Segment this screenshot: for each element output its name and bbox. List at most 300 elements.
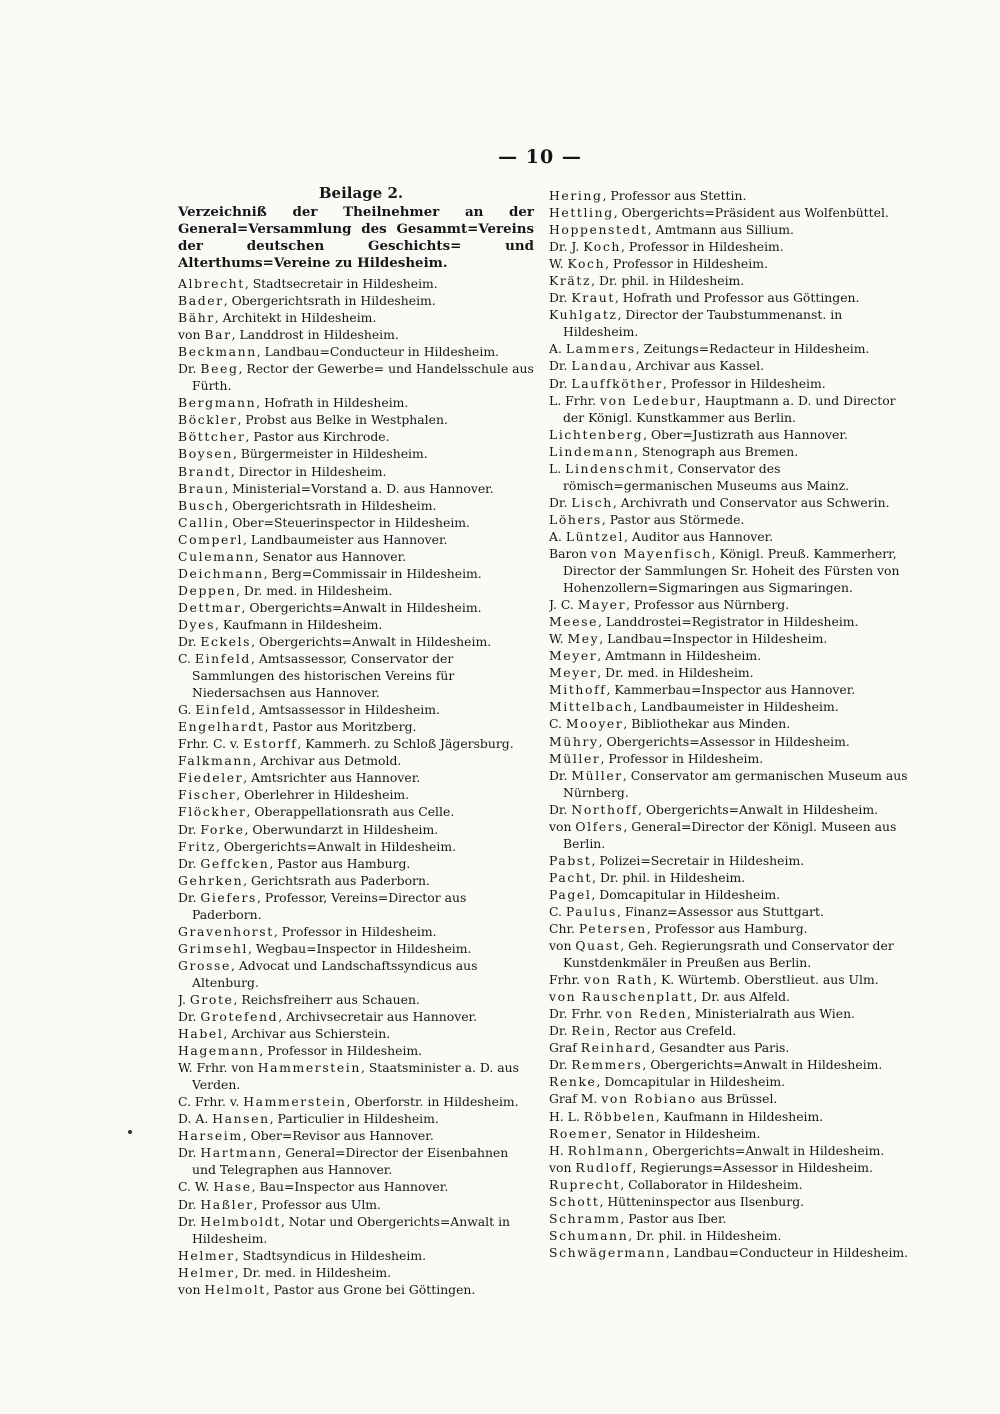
participant-name: Meese (549, 614, 599, 630)
participant-name: Northoff (571, 801, 638, 817)
entry-details: , Archivrath und Conservator aus Schwerin. (612, 494, 890, 510)
participant-entry (178, 735, 534, 752)
entry-details: , Königl. Preuß. Kammerherr, Director der Sammlungen Sr. Hoheit des Fürsten von Hohenzollern=Sigmaringen aus Sigmaringen. (563, 545, 900, 596)
participant-entry (178, 1264, 534, 1281)
participant-entry (549, 1108, 911, 1125)
appendix-heading: Beilage 2. (318, 184, 404, 202)
participant-entry (549, 1142, 911, 1159)
participant-name: Helmer (178, 1264, 235, 1280)
participant-entry (549, 289, 911, 306)
entry-details: , Ministerialrath aus Wien. (687, 1006, 855, 1022)
entry-prefix: Dr. Frhr. (549, 1006, 607, 1022)
participant-entry (549, 818, 911, 852)
entry-prefix: J. (178, 991, 190, 1007)
participant-entry (178, 292, 534, 309)
participant-name: Mithoff (549, 682, 607, 698)
participant-name: Giefers (200, 889, 257, 905)
participant-name: Lindemann (549, 443, 634, 459)
participant-name: Gehrken (178, 872, 244, 888)
participant-name: Löhers (549, 511, 602, 527)
participant-name: Mayer (577, 597, 627, 613)
participant-name: Röbbelen (583, 1108, 656, 1124)
participant-entry (178, 445, 534, 462)
entry-details: , Domcapitular in Hildesheim. (596, 1074, 786, 1090)
participant-entry (549, 443, 911, 460)
entry-details: , Pastor aus Moritzberg. (264, 719, 417, 735)
entry-details: , Kammerh. zu Schloß Jägersburg. (297, 736, 514, 752)
entry-details: , Landbaumeister in Hildesheim. (633, 699, 839, 715)
entry-details: , Hofrath und Professor aus Göttingen. (614, 290, 860, 306)
page-number: — 10 — (498, 146, 582, 168)
participant-entry (549, 869, 911, 886)
entry-prefix: Dr. (178, 633, 201, 649)
entry-prefix: C. (549, 716, 566, 732)
entry-details: , Auditor aus Hannover. (624, 528, 774, 544)
participant-entry (178, 497, 534, 514)
participant-entry (549, 375, 911, 392)
participant-name: Einfeld (194, 651, 251, 667)
participant-entry (549, 1039, 911, 1056)
participant-entry (549, 1193, 911, 1210)
entry-details: , Dr. med. in Hildesheim. (597, 665, 754, 681)
participant-name: Mey (567, 631, 600, 647)
entry-details: , Kammerbau=Inspector aus Hannover. (606, 682, 856, 698)
participant-entry (178, 991, 534, 1008)
participant-entry (178, 1178, 534, 1195)
participant-name: Schwägermann (549, 1244, 666, 1260)
participant-name: Boysen (178, 446, 233, 462)
participant-name: Estorff (243, 736, 298, 752)
participant-name: Quast (575, 938, 621, 954)
participant-name: Grosse (178, 957, 231, 973)
entry-prefix: von (178, 1281, 205, 1297)
entry-details: , Staatsminister a. D. aus Verden. (192, 1060, 519, 1093)
entry-details: , Oberwundarzt in Hildesheim. (244, 821, 439, 837)
entry-prefix: Dr. (549, 767, 572, 783)
entry-prefix: H. L. (549, 1108, 584, 1124)
entry-details: , Ministerial=Vorstand a. D. aus Hannover. (224, 480, 494, 496)
entry-details: , Obergerichts=Präsident aus Wolfenbüttel. (613, 205, 889, 221)
participant-entry (549, 596, 911, 613)
entry-details: , Probst aus Belke in Westphalen. (237, 412, 448, 428)
entry-details: , Pastor aus Störmede. (601, 511, 745, 527)
entry-details: , Professor in Hildesheim. (605, 256, 768, 272)
entry-prefix: C. W. (178, 1179, 214, 1195)
entry-prefix: Frhr. C. v. (178, 736, 244, 752)
entry-details: , Pastor aus Iber. (620, 1210, 727, 1226)
participant-entry (549, 937, 911, 971)
participant-name: Müller (549, 750, 601, 766)
participant-name: Paulus (565, 903, 617, 919)
participant-name: Müller (571, 767, 623, 783)
entry-details: , Obergerichts=Anwalt in Hildesheim. (644, 1142, 885, 1158)
participant-name: Roemer (549, 1125, 608, 1141)
participant-entry (178, 957, 534, 991)
participant-entry (178, 803, 534, 820)
participant-name: Rein (571, 1023, 607, 1039)
participant-name: Dyes (178, 616, 216, 632)
entry-details: , Professor in Hildesheim. (620, 239, 784, 255)
participant-entry (178, 326, 534, 343)
participant-name: Grote (189, 991, 234, 1007)
entry-prefix: L. (549, 460, 566, 476)
entry-details: , Advocat und Landschaftssyndicus aus Altenburg. (192, 957, 478, 990)
participant-name: Meyer (549, 665, 598, 681)
entry-details: , Archivar aus Kassel. (627, 358, 765, 374)
participant-list-left (178, 275, 534, 1298)
participant-name: Albrecht (178, 276, 245, 291)
participant-entry (178, 428, 534, 445)
entry-details: , Professor aus Ulm. (253, 1196, 381, 1212)
entry-details: , Gesandter aus Paris. (651, 1040, 790, 1056)
entry-details: , Amtsrichter aus Hannover. (243, 770, 421, 786)
entry-details: , Amtsassessor, Conservator der Sammlungen des historischen Vereins für Niedersachsen aus Hannover. (192, 651, 455, 701)
entry-details: , Pastor aus Hamburg. (269, 855, 411, 871)
entry-details: , Dr. aus Alfeld. (693, 989, 790, 1005)
entry-details: , Obergerichts=Anwalt in Hildesheim. (251, 633, 492, 649)
participant-entry (178, 1196, 534, 1213)
entry-details: , Professor aus Hamburg. (646, 921, 808, 937)
participant-name: Helmer (178, 1247, 235, 1263)
participant-name: Hartmann (200, 1145, 278, 1161)
entry-details: , Director der Taubstummenanst. in Hildesheim. (563, 307, 843, 340)
entry-details: , Notar und Obergerichts=Anwalt in Hildesheim. (192, 1213, 511, 1246)
entry-prefix: Dr. (549, 801, 572, 817)
participant-entry (549, 528, 911, 545)
participant-name: Petersen (578, 921, 647, 937)
participant-entry (178, 650, 534, 701)
participant-name: Grimsehl (178, 940, 248, 956)
participant-entry (549, 733, 911, 750)
entry-prefix: Dr. (178, 1145, 201, 1161)
entry-details: , K. Würtemb. Oberstlieut. aus Ulm. (653, 972, 879, 988)
participant-entry (178, 889, 534, 923)
entry-prefix: Graf M. (549, 1091, 602, 1107)
participant-name: Pacht (549, 869, 593, 885)
participant-name: Pagel (549, 886, 592, 902)
entry-details: , Landbau=Conducteur in Hildesheim. (256, 344, 500, 360)
participant-name: Schott (549, 1193, 600, 1209)
entry-details: , Professor in Hildesheim. (273, 923, 437, 939)
participant-entry (178, 616, 534, 633)
participant-entry (549, 801, 911, 818)
entry-details: , Obergerichts=Anwalt in Hildesheim. (638, 801, 879, 817)
participant-entry (549, 187, 911, 204)
participant-name: Harseim (178, 1128, 243, 1144)
participant-name: Reinhard (580, 1040, 652, 1056)
entry-prefix: C. (178, 651, 195, 667)
participant-entry (178, 1247, 534, 1264)
entry-details: , Dr. phil. in Hildesheim. (628, 1227, 782, 1243)
participant-name: Helmolt (204, 1281, 266, 1297)
participant-entry (549, 460, 911, 494)
participant-entry (549, 920, 911, 937)
participant-name: Forke (200, 821, 245, 837)
participant-name: Helmboldt (200, 1213, 281, 1229)
participant-entry (549, 750, 911, 767)
entry-prefix: von (178, 327, 205, 343)
participant-name: Schumann (549, 1227, 629, 1243)
entry-details: , Archivar aus Detmold. (252, 753, 402, 769)
participant-entry (549, 971, 911, 988)
participant-entry (549, 1005, 911, 1022)
entry-details: , Landbau=Conducteur in Hildesheim. (665, 1244, 909, 1260)
entry-details: , Gerichtsrath aus Paderborn. (243, 872, 430, 888)
participant-name: Mittelbach (549, 699, 634, 715)
entry-details: , Obergerichts=Anwalt in Hildesheim. (241, 599, 482, 615)
entry-details: , Professor, Vereins=Director aus Paderborn. (192, 889, 467, 922)
participant-entry (178, 1110, 534, 1127)
entry-details: , Dr. phil. in Hildesheim. (592, 869, 746, 885)
entry-details: , Hütteninspector aus Ilsenburg. (599, 1193, 805, 1209)
entry-prefix: D. A. (178, 1111, 213, 1127)
entry-prefix: A. (549, 528, 566, 544)
participant-name: Pabst (549, 852, 592, 868)
participant-name: von Rauschenplatt (549, 989, 694, 1005)
entry-details: , Oberappellationsrath aus Celle. (246, 804, 455, 820)
participant-entry (549, 886, 911, 903)
participant-entry (549, 357, 911, 374)
participant-entry (549, 494, 911, 511)
participant-name: Lichtenberg (549, 426, 644, 442)
participant-entry (178, 1042, 534, 1059)
entry-prefix: C. (549, 903, 566, 919)
participant-entry (549, 1056, 911, 1073)
participant-name: Mooyer (565, 716, 624, 732)
participant-name: Ruprecht (549, 1176, 621, 1192)
participant-entry (178, 1059, 534, 1093)
entry-details: , Professor in Hildesheim. (662, 375, 826, 391)
participant-name: von Mayenfisch (590, 545, 712, 561)
participant-entry (549, 511, 911, 528)
entry-details: , Landbau=Inspector in Hildesheim. (599, 631, 828, 647)
entry-details: , Bürgermeister in Hildesheim. (232, 446, 428, 462)
entry-prefix: Dr. (549, 1057, 572, 1073)
participant-name: Böckler (178, 412, 238, 428)
entry-prefix: Dr. (549, 1023, 572, 1039)
entry-prefix: W. (549, 631, 568, 647)
participant-name: Geffcken (200, 855, 270, 871)
entry-prefix: Dr. (549, 358, 572, 374)
entry-details: , Conservator des römisch=germanischen Museums aus Mainz. (563, 460, 850, 493)
participant-name: Lauffköther (571, 375, 663, 391)
entry-details: , Architekt in Hildesheim. (214, 310, 377, 326)
entry-prefix: Dr. J. (549, 239, 584, 255)
entry-prefix: A. (549, 341, 566, 357)
participant-entry (178, 923, 534, 940)
entry-details: , Landbaumeister aus Hannover. (243, 531, 448, 547)
entry-prefix: von (549, 818, 576, 834)
participant-entry (178, 514, 534, 531)
participant-name: Deichmann (178, 565, 264, 581)
participant-entry (549, 426, 911, 443)
entry-details: , Oberforstr. in Hildesheim. (346, 1094, 519, 1110)
participant-name: Comperl (178, 531, 244, 547)
participant-entry (549, 1022, 911, 1039)
participant-name: Grotefend (200, 1009, 279, 1025)
participant-entry (549, 903, 911, 920)
participant-name: Beckmann (178, 344, 257, 360)
entry-prefix: von (549, 1159, 576, 1175)
participant-name: Fischer (178, 787, 237, 803)
participant-entry (549, 306, 911, 340)
participant-entry (178, 821, 534, 838)
participant-name: Meyer (549, 648, 598, 664)
entry-details: , General=Director der Eisenbahnen und Telegraphen aus Hannover. (192, 1145, 509, 1178)
participant-entry (178, 855, 534, 872)
participant-name: Hettling (549, 205, 614, 221)
appendix-subtitle: Verzeichniß der Theilnehmer an der General=Versammlung des Gesammt=Vereins der deutschen Geschichts= und Alterthums=Vereine zu Hildesheim. (178, 204, 534, 271)
participant-entry (178, 309, 534, 326)
entry-details: , Amtsassessor in Hildesheim. (251, 702, 440, 718)
entry-prefix: W. Frhr. von (178, 1060, 258, 1076)
participant-name: Brandt (178, 463, 231, 479)
participant-name: Landau (571, 358, 628, 374)
entry-details: , Professor in Hildesheim. (600, 750, 764, 766)
entry-details: , Obergerichts=Assessor in Hildesheim. (598, 733, 850, 749)
participant-name: Hammerstein (257, 1060, 361, 1076)
participant-entry (178, 548, 534, 565)
entry-details: , Conservator am germanischen Museum aus Nürnberg. (563, 767, 908, 800)
participant-entry (178, 940, 534, 957)
participant-entry (178, 786, 534, 803)
participant-name: Haßler (200, 1196, 254, 1212)
entry-details: , Director in Hildesheim. (230, 463, 387, 479)
entry-details: , Landdrostei=Registrator in Hildesheim. (598, 614, 859, 630)
participant-name: Braun (178, 480, 225, 496)
entry-details: , Obergerichts=Anwalt in Hildesheim. (642, 1057, 883, 1073)
participant-name: Habel (178, 1026, 224, 1042)
entry-details: , Wegbau=Inspector in Hildesheim. (247, 940, 472, 956)
entry-details: , Dr. phil. in Hildesheim. (591, 273, 745, 289)
participant-entry (178, 394, 534, 411)
participant-entry (549, 392, 911, 426)
entry-details: , Dr. med. in Hildesheim. (234, 1264, 392, 1280)
entry-details: , Kaufmann in Hildesheim. (215, 616, 383, 632)
entry-details: , Ober=Steuerinspector in Hildesheim. (224, 514, 470, 530)
participant-entry (549, 1073, 911, 1090)
participant-name: Koch (567, 256, 606, 272)
entry-details: , Berg=Commissair in Hildesheim. (263, 565, 482, 581)
participant-entry (549, 1244, 911, 1261)
entry-prefix: Baron (549, 545, 591, 561)
participant-name: Renke (549, 1074, 597, 1090)
participant-entry (178, 1144, 534, 1178)
participant-name: Culemann (178, 548, 255, 564)
participant-name: Rohlmann (567, 1142, 645, 1158)
participant-name: Einfeld (195, 702, 252, 718)
participant-entry (178, 633, 534, 650)
participant-name: Remmers (571, 1057, 643, 1073)
participant-entry (178, 480, 534, 497)
participant-entry (549, 272, 911, 289)
participant-entry (178, 701, 534, 718)
participant-entry (178, 1127, 534, 1144)
entry-details: , Amtmann in Hildesheim. (597, 648, 762, 664)
entry-prefix: Dr. (178, 855, 201, 871)
entry-details: , Domcapitular in Hildesheim. (591, 886, 781, 902)
participant-entry (178, 838, 534, 855)
entry-prefix: W. (549, 256, 568, 272)
entry-details: , Zeitungs=Redacteur in Hildesheim. (635, 341, 870, 357)
entry-details: , Reichsfreiherr aus Schauen. (233, 991, 420, 1007)
participant-name: Lindenschmit (565, 460, 670, 476)
participant-entry (549, 988, 911, 1005)
entry-prefix: C. Frhr. v. (178, 1094, 244, 1110)
entry-details: , Collaborator in Hildesheim. (620, 1176, 803, 1192)
entry-details: , Ober=Revisor aus Hannover. (242, 1128, 434, 1144)
participant-name: Lammers (565, 341, 636, 357)
right-column (549, 187, 911, 1261)
entry-details: , Hauptmann a. D. und Director der Königl. Kunstkammer aus Berlin. (563, 392, 896, 425)
participant-name: Gravenhorst (178, 923, 274, 939)
entry-details: , Stenograph aus Bremen. (633, 443, 799, 459)
participant-entry (178, 360, 534, 394)
participant-entry (178, 718, 534, 735)
entry-details: , Pastor aus Kirchrode. (245, 429, 390, 445)
entry-details: , Obergerichtsrath in Hildesheim. (224, 497, 437, 513)
participant-entry (549, 221, 911, 238)
participant-entry (549, 1159, 911, 1176)
participant-name: Fiedeler (178, 770, 244, 786)
entry-details: , Landdrost in Hildesheim. (231, 327, 399, 343)
participant-name: Falkmann (178, 753, 253, 769)
entry-details: , Hofrath in Hildesheim. (256, 395, 409, 411)
participant-name: Eckels (200, 633, 252, 649)
participant-entry (549, 647, 911, 664)
participant-name: Callin (178, 514, 225, 530)
participant-entry (549, 1210, 911, 1227)
entry-details: , Professor aus Nürnberg. (626, 597, 790, 613)
entry-details: , Stadtsecretair in Hildesheim. (244, 276, 438, 291)
entry-details: , Archivar aus Schierstein. (223, 1026, 391, 1042)
participant-name: Mühry (549, 733, 599, 749)
participant-name: Hering (549, 188, 603, 203)
participant-entry (178, 1213, 534, 1247)
entry-details: , Obergerichts=Anwalt in Hildesheim. (216, 838, 457, 854)
entry-details: aus Brüssel. (696, 1091, 778, 1107)
participant-name: Koch (583, 239, 621, 255)
participant-name: Engelhardt (178, 719, 265, 735)
participant-name: von Rath (583, 972, 654, 988)
entry-details: , Finanz=Assessor aus Stuttgart. (616, 903, 824, 919)
participant-name: Dettmar (178, 599, 242, 615)
participant-entry (178, 343, 534, 360)
participant-name: Fritz (178, 838, 216, 854)
participant-entry (178, 1008, 534, 1025)
entry-prefix: von (549, 938, 576, 954)
participant-name: Bähr (178, 310, 215, 326)
entry-details: , Bau=Inspector aus Hannover. (251, 1179, 449, 1195)
participant-name: Flöckher (178, 804, 247, 820)
entry-details: , Senator in Hildesheim. (607, 1125, 761, 1141)
participant-name: von Reden (606, 1006, 687, 1022)
entry-details: , Oberlehrer in Hildesheim. (236, 787, 410, 803)
entry-prefix: Dr. (178, 1213, 201, 1229)
participant-entry (549, 681, 911, 698)
participant-name: Hansen (212, 1111, 270, 1127)
left-column (178, 183, 534, 1298)
participant-name: Bar (204, 327, 232, 343)
participant-entry (549, 255, 911, 272)
entry-details: , Archivsecretair aus Hannover. (278, 1009, 478, 1025)
participant-name: Kuhlgatz (549, 307, 618, 323)
entry-details: , Ober=Justizrath aus Hannover. (643, 426, 848, 442)
entry-prefix: H. (549, 1142, 568, 1158)
entry-prefix: J. C. (549, 597, 578, 613)
participant-entry (549, 664, 911, 681)
entry-prefix: Dr. (178, 361, 201, 377)
